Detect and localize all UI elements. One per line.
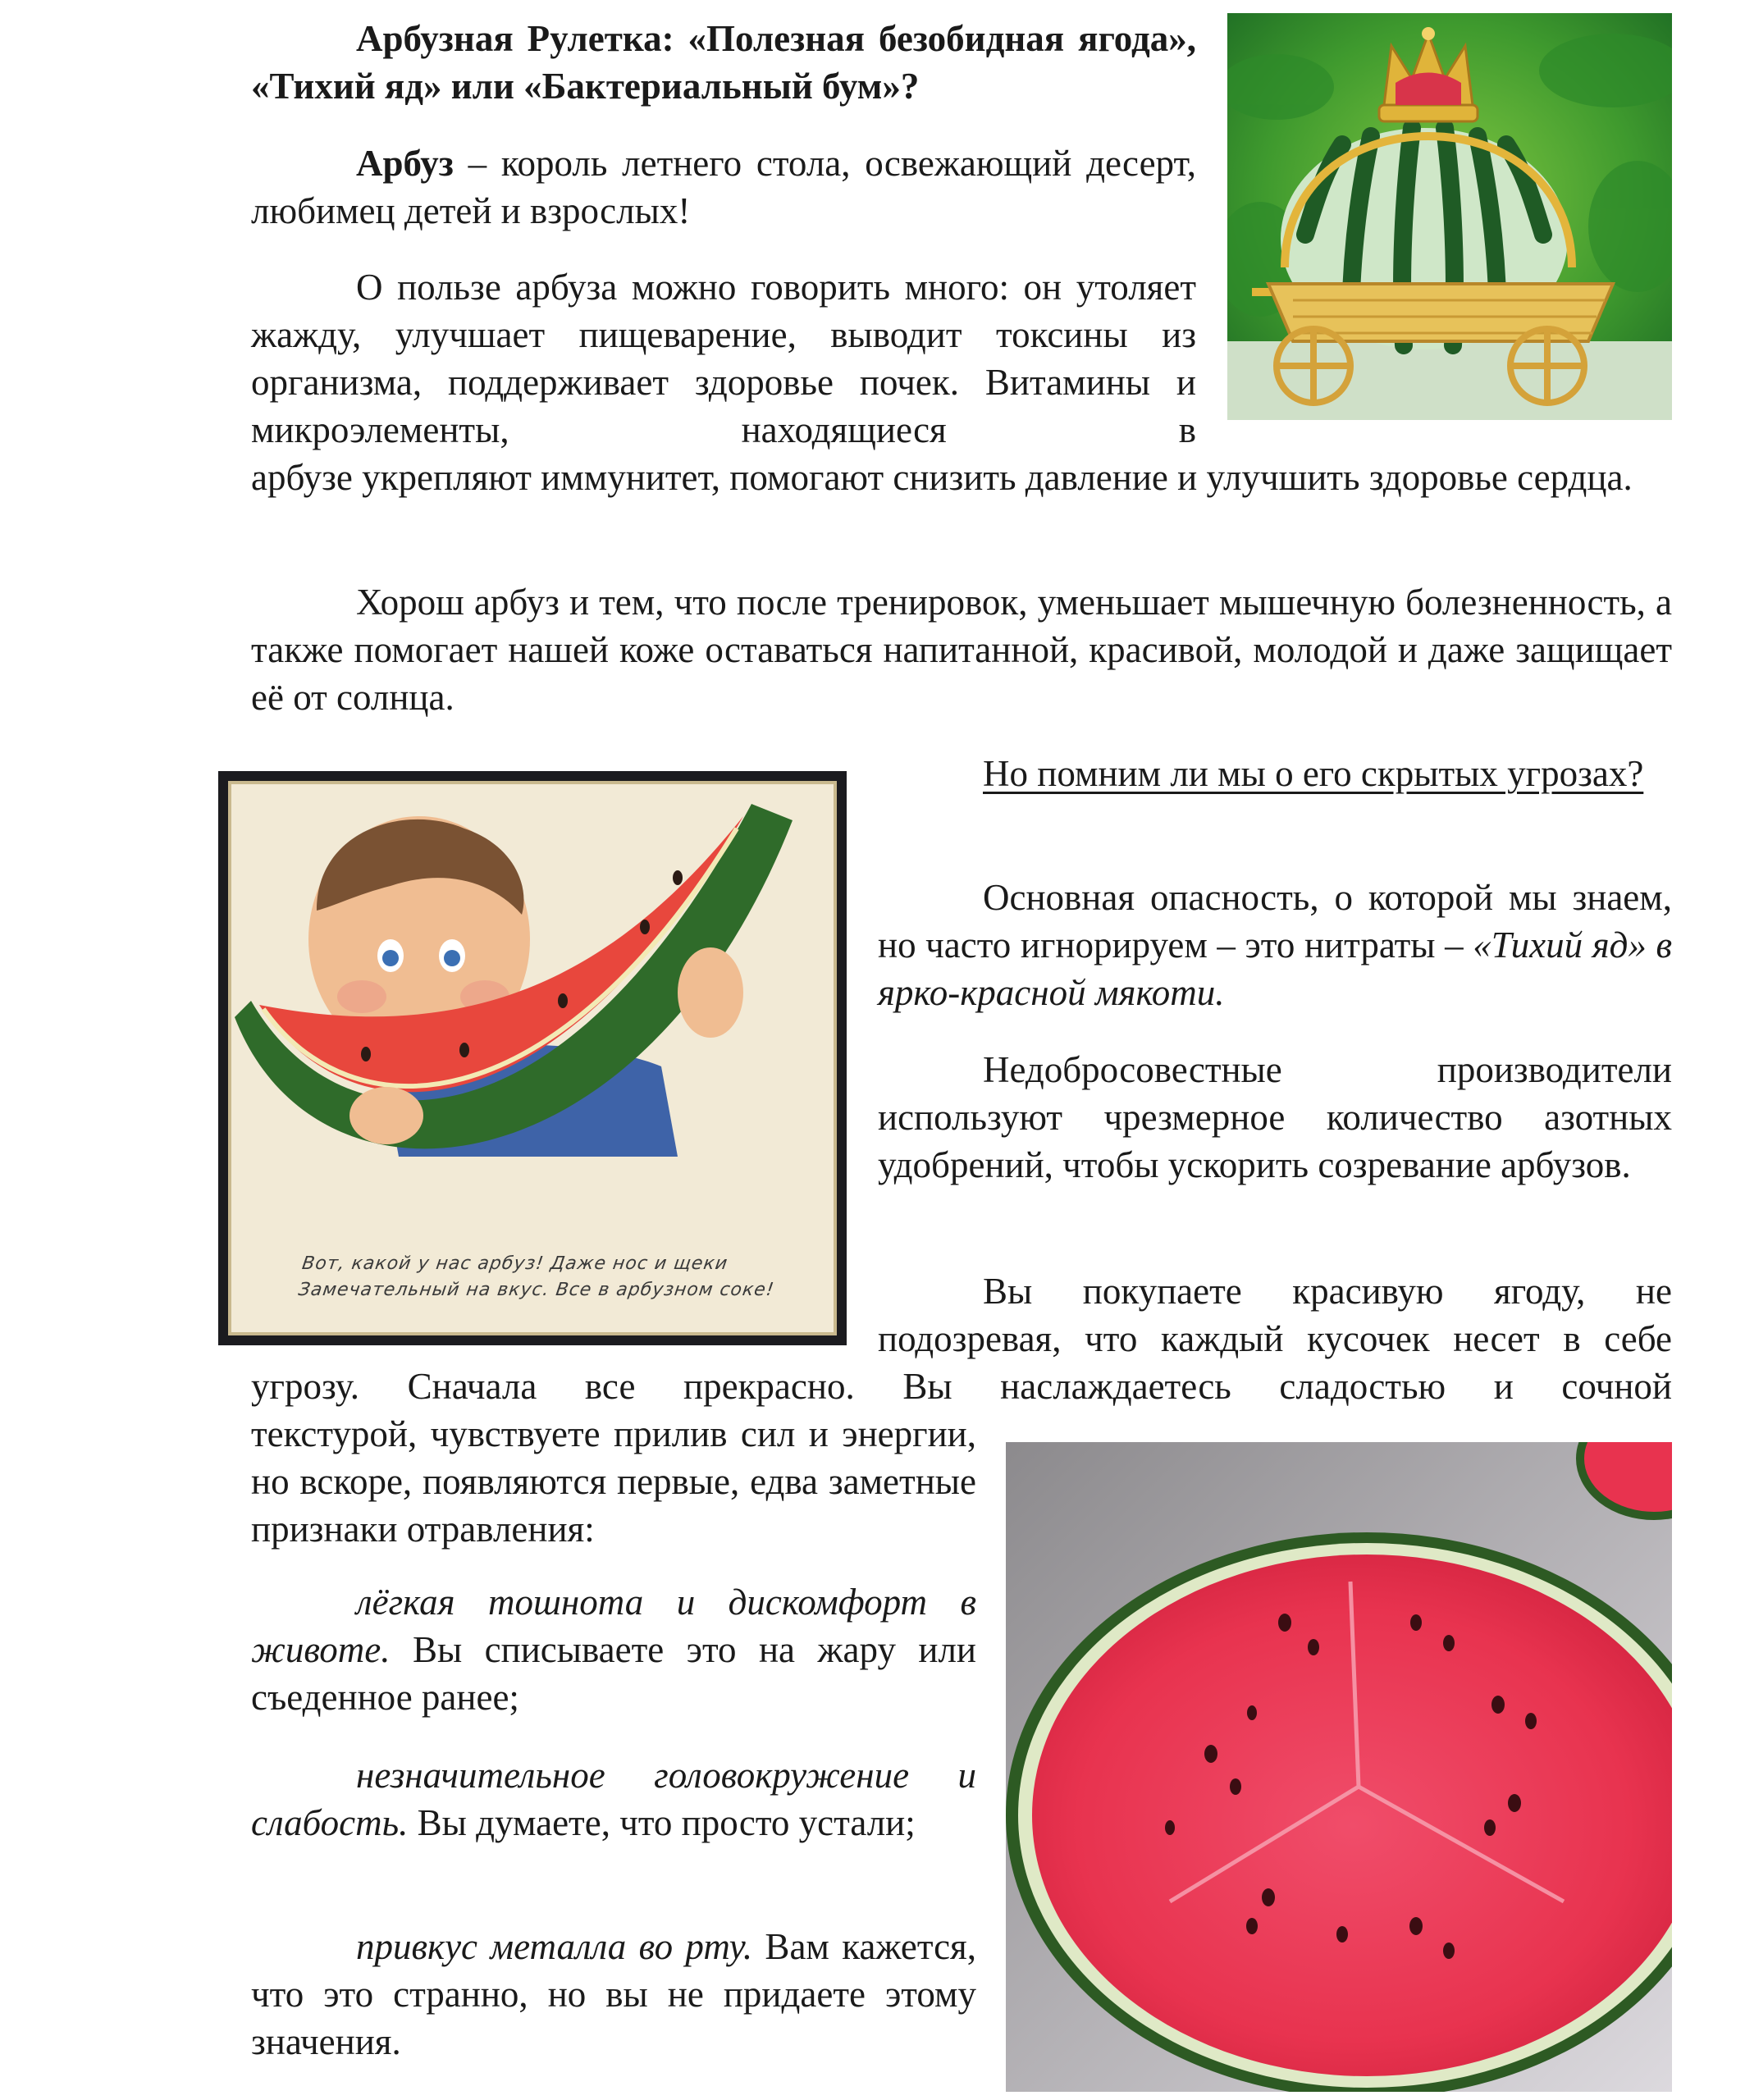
buy-line-3: угрозу. Сначала все прекрасно. Вы наслаждаетесь сладостью и сочной <box>251 1366 1672 1407</box>
symptom-1-text: Вы списываете это на жару или съеденное ранее; <box>251 1629 976 1718</box>
intro-paragraph <box>251 139 1196 235</box>
symptom-3 <box>251 1923 976 2066</box>
danger-text: Основная опасность, о которой мы знаем, но часто игнорируем – это нитраты – <box>878 877 1672 966</box>
buy-line-1: Вы покупаете красивую ягоду, не <box>983 1271 1672 1312</box>
buy-rest: текстурой, чувствуете прилив сил и энергии, но вскоре, появляются первые, едва заметные признаки отравления: <box>251 1413 976 1550</box>
postcard-caption <box>297 1251 829 1303</box>
symptom-2-italic: незначительное головокружение и слабость. <box>251 1755 976 1843</box>
intro-rest: – король летнего стола, освежающий десерт, любимец детей и взрослых! <box>251 143 1196 231</box>
benefits-paragraph-2: Хорош арбуз и тем, что после тренировок, уменьшает мышечную болезненность, а также помогает нашей коже оставаться напитанной, красивой, молодой и даже защищает её от солнца. <box>251 582 1672 718</box>
intro-lead: Арбуз <box>356 143 454 184</box>
symptom-3-italic: привкус металла во рту. <box>356 1926 753 1967</box>
threat-question: Но помним ли мы о его скрытых угрозах? <box>983 753 1644 794</box>
symptom-2-text: Вы думаете, что просто устали; <box>408 1802 916 1843</box>
symptom-3-text: Вам кажется, что это странно, но вы не придаете этому значения. <box>251 1926 976 2062</box>
postcard-caption-line-2: Замечательный на вкус. Все в арбузном соке! <box>297 1280 776 1300</box>
buy-line-2: подозревая, что каждый кусочек несет в себе <box>878 1318 1672 1359</box>
watermelon-half-photo <box>1006 1442 1672 2092</box>
postcard-caption-line-1: Вот, какой у нас арбуз! Даже нос и щеки <box>300 1253 729 1274</box>
danger-paragraph <box>878 874 1672 1016</box>
danger-italic: «Тихий яд» в ярко-красной мякоти. <box>878 924 1672 1013</box>
benefits-paragraph-top: О пользе арбуза можно говорить много: он утоляет жажду, улучшает пищеварение, выводит токсины из организма, поддерживает здоровье почек. Витамины и микроэлементы, находящиеся в <box>251 267 1196 450</box>
watermelon-carriage-illustration <box>1227 13 1672 420</box>
article-title: Арбузная Рулетка: «Полезная безобидная ягода», «Тихий яд» или «Бактериальный бум»? <box>251 18 1196 107</box>
producers-paragraph: Недобросовестные производители используют чрезмерное количество азотных удобрений, чтобы ускорить созревание арбузов. <box>878 1049 1672 1185</box>
postcard-child-watermelon <box>218 771 847 1345</box>
benefits-paragraph-bottom: арбузе укрепляют иммунитет, помогают снизить давление и улучшить здоровье сердца. <box>251 457 1633 498</box>
symptom-2 <box>251 1751 976 1847</box>
symptom-1 <box>251 1578 976 1721</box>
symptom-1-italic: лёгкая тошнота и дискомфорт в животе. <box>251 1582 976 1670</box>
